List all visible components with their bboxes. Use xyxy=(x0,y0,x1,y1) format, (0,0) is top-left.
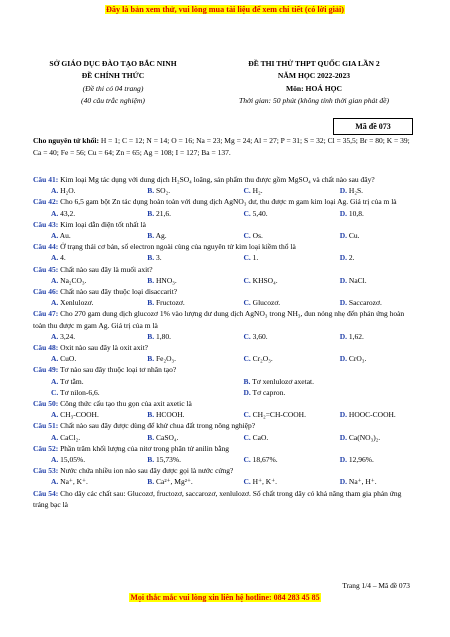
option-text: Cu. xyxy=(348,231,360,241)
option-text: Na₂CO₃. xyxy=(60,275,87,285)
option-letter: B. xyxy=(243,376,251,386)
answer-options xyxy=(33,331,418,342)
atomic-masses-text: H = 1; C = 12; N = 14; O = 16; Na = 23; Mg = 24; Al = 27; P = 31; S = 32; Cl = 35,5; Br = 80; K = 39; Ca = 40; Fe = 56; Cu = 64; Zn = 65; Ag = 108; I = 127; Ba = 137. xyxy=(33,136,410,157)
question-number: Câu 52: xyxy=(33,443,59,453)
answer-option xyxy=(129,275,225,286)
question-text: Chất nào sau đây thuộc loại disaccarit? xyxy=(60,287,178,297)
answer-option xyxy=(226,230,322,241)
option-letter: A. xyxy=(51,331,59,341)
answer-options xyxy=(33,208,418,219)
answer-option xyxy=(33,252,129,263)
option-letter: B. xyxy=(147,477,155,487)
question-stem xyxy=(33,398,418,409)
question-stem xyxy=(33,286,418,297)
atomic-masses xyxy=(33,135,418,158)
question-block xyxy=(33,196,418,218)
option-letter: B. xyxy=(147,331,155,341)
option-text: Tơ tằm. xyxy=(60,376,84,386)
answer-option xyxy=(322,185,418,196)
answer-option xyxy=(322,252,418,263)
option-letter: C. xyxy=(243,275,251,285)
option-letter: A. xyxy=(51,275,59,285)
option-letter: A. xyxy=(51,477,59,487)
option-letter: A. xyxy=(51,410,59,420)
option-letter: D. xyxy=(339,331,348,341)
option-text: 1. xyxy=(252,253,259,263)
option-letter: B. xyxy=(147,432,155,442)
option-letter: A. xyxy=(51,231,59,241)
question-stem xyxy=(33,219,418,230)
question-number: Câu 53: xyxy=(33,466,59,476)
option-letter: A. xyxy=(51,253,59,263)
question-text: Oxit nào sau đây là oxit axit? xyxy=(60,343,148,353)
option-text: Xenlulozơ. xyxy=(60,298,94,308)
answer-options xyxy=(33,454,418,465)
subject: Môn: HOÁ HỌC xyxy=(285,83,343,93)
answer-option xyxy=(226,353,322,364)
question-text: Cho 6,5 gam bột Zn tác dụng hoàn toàn với dung dịch AgNO₃ dư, thu được m gam kim loại Ag. Giá trị của m là xyxy=(60,197,397,207)
question-text: Ở trạng thái cơ bản, số electron ngoài cùng của nguyên tử kim loại kiềm thổ là xyxy=(60,242,296,252)
option-letter: B. xyxy=(147,231,155,241)
option-letter: C. xyxy=(243,477,251,487)
atomic-masses-label: Cho nguyên tử khối: xyxy=(33,136,99,145)
option-text: 12,96%. xyxy=(348,455,374,465)
option-text: Na⁺, H⁺. xyxy=(348,477,377,487)
header-left xyxy=(38,58,188,107)
question-stem xyxy=(33,420,418,431)
answer-option xyxy=(226,376,419,387)
answer-option xyxy=(226,208,322,219)
option-text: CH₃-COOH. xyxy=(60,410,99,420)
question-stem xyxy=(33,465,418,476)
option-text: NaCl. xyxy=(348,275,367,285)
question-count-note: (40 câu trắc nghiệm) xyxy=(81,95,145,105)
answer-options xyxy=(33,476,418,487)
preview-banner-text: Đây là bản xem thử, vui lòng mua tài liệu để xem chi tiết (có lời giải) xyxy=(105,5,344,14)
question-number: Câu 44: xyxy=(33,242,59,252)
option-text: Cr₂O₃. xyxy=(252,354,273,364)
answer-options xyxy=(33,275,418,286)
option-text: Au. xyxy=(59,231,71,241)
option-letter: C. xyxy=(51,387,59,397)
option-text: CrO₃. xyxy=(348,354,367,364)
option-letter: C. xyxy=(243,186,251,196)
question-stem xyxy=(33,264,418,275)
answer-option xyxy=(322,454,418,465)
option-text: 10,8. xyxy=(348,208,364,218)
answer-option xyxy=(226,331,322,342)
answer-option xyxy=(129,409,225,420)
question-number: Câu 41: xyxy=(33,175,59,184)
option-letter: C. xyxy=(243,410,251,420)
answer-option xyxy=(129,297,225,308)
question-text: Chất nào sau đây là muối axit? xyxy=(60,264,153,274)
answer-option xyxy=(322,353,418,364)
option-text: CH₂=CH-COOH. xyxy=(252,410,306,420)
option-letter: B. xyxy=(147,354,155,364)
option-letter: B. xyxy=(147,253,155,263)
answer-option xyxy=(226,432,322,443)
option-letter: D. xyxy=(339,231,348,241)
option-letter: B. xyxy=(147,410,155,420)
option-text: 4. xyxy=(60,253,66,263)
page-count-note: (Đề thi có 04 trang) xyxy=(82,83,144,93)
question-block xyxy=(33,364,418,398)
answer-option xyxy=(129,432,225,443)
answer-option xyxy=(33,331,129,342)
option-text: 18,67%. xyxy=(252,455,278,465)
question-block xyxy=(33,174,418,196)
answer-option xyxy=(226,275,322,286)
option-letter: D. xyxy=(339,477,348,487)
question-number: Câu 49: xyxy=(33,365,59,375)
answer-options xyxy=(33,185,418,196)
question-number: Câu 42: xyxy=(33,197,59,207)
option-text: Tơ nilon-6,6. xyxy=(60,387,100,397)
option-text: Tơ xenlulozơ axetat. xyxy=(252,376,315,386)
answer-option xyxy=(129,331,225,342)
answer-options xyxy=(33,432,418,443)
answer-option xyxy=(226,297,322,308)
question-stem xyxy=(33,308,418,330)
option-letter: D. xyxy=(339,410,348,420)
question-number: Câu 45: xyxy=(33,264,59,274)
question-block xyxy=(33,420,418,442)
school-year: NĂM HỌC 2022-2023 xyxy=(277,71,351,81)
answer-option xyxy=(33,275,129,286)
answer-options xyxy=(33,252,418,263)
question-block xyxy=(33,219,418,241)
option-text: 21,6. xyxy=(156,208,172,218)
option-text: 15,73%. xyxy=(156,455,182,465)
option-letter: D. xyxy=(339,354,348,364)
option-text: 2. xyxy=(348,253,355,263)
option-text: HNO₃. xyxy=(156,275,177,285)
question-number: Câu 46: xyxy=(33,287,59,297)
question-list xyxy=(33,174,418,510)
option-letter: A. xyxy=(51,186,59,196)
option-text: Fructozơ. xyxy=(156,298,185,308)
answer-option xyxy=(33,454,129,465)
option-letter: C. xyxy=(243,455,251,465)
question-number: Câu 50: xyxy=(33,399,59,409)
header-right xyxy=(214,58,414,107)
option-letter: C. xyxy=(243,331,251,341)
option-text: Tơ capron. xyxy=(252,387,286,397)
department-name: SỞ GIÁO DỤC ĐÀO TẠO BẮC NINH xyxy=(49,59,177,68)
option-letter: B. xyxy=(147,298,155,308)
option-text: H₂O. xyxy=(60,186,76,196)
question-text: Kim loại dẫn điện tốt nhất là xyxy=(60,219,146,229)
option-letter: D. xyxy=(339,253,348,263)
option-letter: A. xyxy=(51,208,59,218)
answer-option xyxy=(33,432,129,443)
option-text: 3,24. xyxy=(60,331,76,341)
option-text: H⁺, K⁺. xyxy=(252,477,278,487)
option-text: Na⁺, K⁺. xyxy=(60,477,88,487)
hotline-text: Mọi thắc mắc vui lòng xin liên hệ hotline: 084 283 45 85 xyxy=(130,593,320,602)
option-text: Ag. xyxy=(155,231,167,241)
option-text: CuO. xyxy=(60,354,77,364)
exam-title: ĐỀ THI THỬ THPT QUỐC GIA LẦN 2 xyxy=(248,59,380,68)
answer-option xyxy=(33,476,129,487)
option-letter: B. xyxy=(147,186,155,196)
question-block xyxy=(33,308,418,342)
option-text: Os. xyxy=(252,231,263,241)
question-number: Câu 51: xyxy=(33,421,59,431)
question-text: Kim loại Mg tác dụng với dung dịch H₂SO₄ loãng, sản phẩm thu được gồm MgSO₄ và chất nào sau đây? xyxy=(60,175,375,184)
question-block xyxy=(33,342,418,364)
option-text: 3. xyxy=(156,253,162,263)
option-text: HOOC-COOH. xyxy=(348,410,396,420)
option-letter: A. xyxy=(51,455,59,465)
option-text: Ca²⁺, Mg²⁺. xyxy=(156,477,193,487)
answer-option xyxy=(33,185,129,196)
option-text: 1,80. xyxy=(156,331,172,341)
option-letter: B. xyxy=(147,455,155,465)
option-letter: A. xyxy=(51,432,59,442)
question-stem xyxy=(33,342,418,353)
answer-options xyxy=(33,230,418,241)
answer-option xyxy=(129,353,225,364)
question-number: Câu 48: xyxy=(33,343,59,353)
hotline-footer xyxy=(0,593,450,602)
answer-option xyxy=(322,275,418,286)
option-text: Saccarozơ. xyxy=(348,298,382,308)
option-text: CaO. xyxy=(252,432,269,442)
option-text: 3,60. xyxy=(252,331,268,341)
answer-option xyxy=(129,185,225,196)
question-stem xyxy=(33,174,418,185)
option-letter: D. xyxy=(339,275,348,285)
answer-option xyxy=(129,208,225,219)
answer-option xyxy=(226,454,322,465)
question-stem xyxy=(33,443,418,454)
question-block xyxy=(33,443,418,465)
answer-options xyxy=(33,409,418,420)
answer-option xyxy=(226,409,322,420)
option-text: H₂S. xyxy=(348,186,363,196)
option-letter: A. xyxy=(51,298,59,308)
option-text: 15,05%. xyxy=(60,455,86,465)
answer-option xyxy=(33,208,129,219)
answer-options xyxy=(33,376,418,398)
option-text: 5,40. xyxy=(252,208,268,218)
answer-option xyxy=(226,185,322,196)
preview-banner xyxy=(0,5,450,14)
answer-option xyxy=(129,252,225,263)
question-block xyxy=(33,398,418,420)
option-letter: C. xyxy=(243,208,251,218)
option-letter: B. xyxy=(147,208,155,218)
option-letter: C. xyxy=(243,298,251,308)
option-letter: C. xyxy=(243,354,251,364)
option-text: CaCl₂. xyxy=(60,432,81,442)
answer-option xyxy=(322,331,418,342)
answer-option xyxy=(322,230,418,241)
answer-option xyxy=(33,297,129,308)
option-letter: D. xyxy=(339,208,348,218)
option-letter: A. xyxy=(51,354,59,364)
option-text: Fe₂O₃. xyxy=(156,354,177,364)
answer-option xyxy=(226,252,322,263)
option-letter: C. xyxy=(243,432,251,442)
question-stem xyxy=(33,241,418,252)
question-text: Nước chứa nhiều ion nào sau đây được gọi là nước cứng? xyxy=(60,466,234,476)
option-text: KHSO₄. xyxy=(252,275,278,285)
answer-option xyxy=(33,376,226,387)
question-number: Câu 47: xyxy=(33,309,59,319)
question-text: Phần trăm khối lượng của nitơ trong phân tử anilin bằng xyxy=(60,443,230,453)
answer-option xyxy=(129,454,225,465)
answer-option xyxy=(322,297,418,308)
question-block xyxy=(33,264,418,286)
question-block xyxy=(33,488,418,510)
question-text: Cho 270 gam dung dịch glucozơ 1% vào lượng dư dung dịch AgNO₃ trong NH₃, đun nóng nhẹ đến phản ứng hoàn toàn thu được m gam Ag. Giá trị của m là xyxy=(33,309,405,330)
option-letter: D. xyxy=(339,455,348,465)
answer-option xyxy=(33,387,226,398)
answer-option xyxy=(226,387,419,398)
option-letter: D. xyxy=(339,298,348,308)
option-text: H₂. xyxy=(252,186,263,196)
answer-option xyxy=(322,432,418,443)
answer-option xyxy=(33,230,129,241)
option-text: 1,62. xyxy=(348,331,364,341)
question-text: Chất nào sau đây được dùng để khử chua đất trong nông nghiệp? xyxy=(60,421,256,431)
question-text: Tơ nào sau đây thuộc loại tơ nhân tạo? xyxy=(59,365,177,375)
option-letter: D. xyxy=(339,432,348,442)
answer-option xyxy=(33,409,129,420)
question-text: Công thức cấu tạo thu gọn của axit axetic là xyxy=(60,399,192,409)
question-block xyxy=(33,286,418,308)
option-letter: C. xyxy=(243,253,251,263)
answer-option xyxy=(322,409,418,420)
option-letter: B. xyxy=(147,275,155,285)
option-letter: A. xyxy=(51,376,59,386)
question-stem xyxy=(33,364,418,375)
answer-option xyxy=(322,208,418,219)
answer-option xyxy=(226,476,322,487)
question-stem xyxy=(33,488,418,510)
option-text: HCOOH. xyxy=(156,410,185,420)
question-block xyxy=(33,241,418,263)
answer-options xyxy=(33,353,418,364)
option-text: 43,2. xyxy=(60,208,76,218)
option-letter: C. xyxy=(243,231,251,241)
question-number: Câu 43: xyxy=(33,219,59,229)
time-limit: Thời gian: 50 phút (không tính thời gian phát đề) xyxy=(238,95,390,105)
answer-option xyxy=(129,230,225,241)
official-label: ĐỀ CHÍNH THỨC xyxy=(81,71,145,81)
question-text: Cho dãy các chất sau: Glucozơ, fructozơ, saccarozơ, xenlulozơ. Số chất trong dãy có khả năng tham gia phản ứng tráng bạc là xyxy=(33,488,402,509)
option-text: SO₂. xyxy=(156,186,171,196)
option-letter: D. xyxy=(243,387,251,397)
option-text: Glucozơ. xyxy=(252,298,281,308)
option-text: CaSO₄. xyxy=(156,432,179,442)
answer-option xyxy=(322,476,418,487)
answer-option xyxy=(33,353,129,364)
question-block xyxy=(33,465,418,487)
answer-option xyxy=(129,476,225,487)
answer-options xyxy=(33,297,418,308)
page-footer: Trang 1/4 – Mã đề 073 xyxy=(342,581,410,590)
option-letter: D. xyxy=(339,186,348,196)
question-stem xyxy=(33,196,418,207)
question-number: Câu 54: xyxy=(33,488,59,498)
option-text: Ca(NO₃)₂. xyxy=(348,432,381,442)
exam-code-box: Mã đề 073 xyxy=(333,118,413,135)
